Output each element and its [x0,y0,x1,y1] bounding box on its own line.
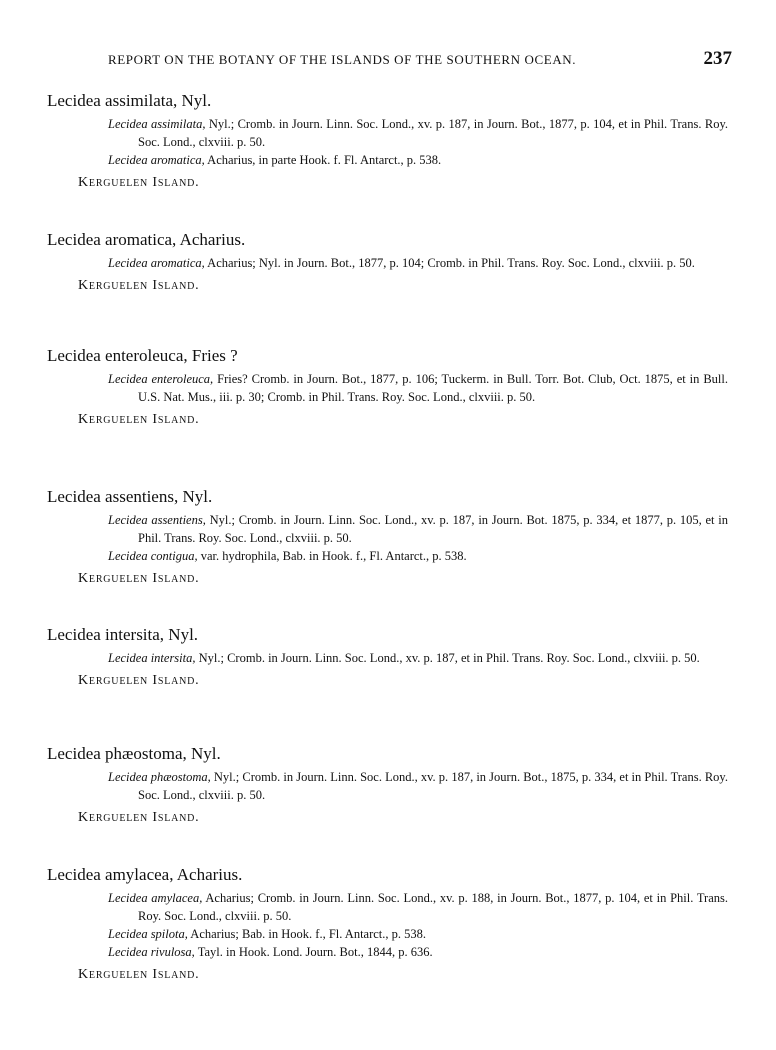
citation [108,511,728,547]
citation-list [108,254,728,272]
species-name: Lecidea amylacea, Acharius. [47,865,243,884]
citation [108,768,728,804]
species-name: Lecidea aromatica, Acharius. [47,230,246,249]
citation-text: Acharius; Cromb. in Journ. Linn. Soc. Lond., xv. p. 188, in Journ. Bot., 1877, p. 104, et in Phil. Trans. Roy. Soc. Lond., clxviii. p. 50. [138,891,728,923]
citation [108,151,728,169]
species-name: Lecidea enteroleuca, Fries ? [47,346,238,365]
species-entry [0,229,776,294]
running-head [108,48,732,70]
running-title: REPORT ON THE BOTANY OF THE ISLANDS OF THE SOUTHERN OCEAN. [108,52,577,67]
locality: Kerguelen Island. [78,673,200,688]
citation-synonym: Lecidea amylacea, [108,891,203,905]
citation [108,889,728,925]
citation-list [108,511,728,565]
locality: Kerguelen Island. [78,810,200,825]
citation [108,370,728,406]
locality: Kerguelen Island. [78,967,200,982]
citation-synonym: Lecidea enteroleuca, [108,372,214,386]
citation [108,254,728,272]
citation-text: Acharius; Nyl. in Journ. Bot., 1877, p. 104; Cromb. in Phil. Trans. Roy. Soc. Lond., clxviii. p. 50. [204,256,695,270]
citation-synonym: Lecidea aromatica, [108,256,205,270]
species-entry [0,345,776,428]
citation-synonym: Lecidea contigua, [108,549,198,563]
citation-list [108,370,728,406]
locality: Kerguelen Island. [78,175,200,190]
species-name: Lecidea intersita, Nyl. [47,625,199,644]
species-entry [0,864,776,983]
citation-synonym: Lecidea assimilata, [108,117,206,131]
citation-text: Nyl.; Cromb. in Journ. Linn. Soc. Lond., xv. p. 187, in Journ. Bot., 1877, p. 104, et in Phil. Trans. Roy. Soc. Lond., clxviii. p. 50. [138,117,729,149]
citation-list [108,889,728,961]
species-entry [0,486,776,587]
citation [108,649,728,667]
citation-list [108,115,728,169]
locality: Kerguelen Island. [78,571,200,586]
species-entry [0,743,776,826]
citation [108,115,728,151]
citation-synonym: Lecidea spilota, [108,927,188,941]
citation-list [108,768,728,804]
species-entry [0,90,776,191]
citation-text: Nyl.; Cromb. in Journ. Linn. Soc. Lond., xv. p. 187, et in Phil. Trans. Roy. Soc. Lond., clxviii. p. 50. [195,651,700,665]
citation-text: Nyl.; Cromb. in Journ. Linn. Soc. Lond., xv. p. 187, in Journ. Bot., 1875, p. 334, et in Phil. Trans. Roy. Soc. Lond., clxviii. p. 50. [138,770,728,802]
citation-text: var. hydrophila, Bab. in Hook. f., Fl. Antarct., p. 538. [197,549,467,563]
citation-text: Nyl.; Cromb. in Journ. Linn. Soc. Lond., xv. p. 187, in Journ. Bot. 1875, p. 334, et 1877, p. 105, et in Phil. Trans. Roy. Soc. Lond., clxviii. p. 50. [138,513,728,545]
citation-list [108,649,728,667]
citation-text: Acharius, in parte Hook. f. Fl. Antarct., p. 538. [204,153,442,167]
citation-text: Tayl. in Hook. Lond. Journ. Bot., 1844, p. 636. [194,945,433,959]
citation [108,943,728,961]
citation-text: Fries? Cromb. in Journ. Bot., 1877, p. 106; Tuckerm. in Bull. Torr. Bot. Club, Oct. 1875, et in Bull. U.S. Nat. Mus., iii. p. 30; Cromb. in Phil. Trans. Roy. Soc. Lond., clxviii. p. 50. [138,372,728,404]
locality: Kerguelen Island. [78,278,200,293]
citation [108,925,728,943]
citation-text: Acharius; Bab. in Hook. f., Fl. Antarct., p. 538. [187,927,427,941]
species-name: Lecidea assimilata, Nyl. [47,91,212,110]
species-entry [0,624,776,689]
page-number: 237 [703,48,732,69]
citation-synonym: Lecidea rivulosa, [108,945,195,959]
citation-synonym: Lecidea assentiens, [108,513,206,527]
citation-synonym: Lecidea phæostoma, [108,770,211,784]
species-name: Lecidea assentiens, Nyl. [47,487,213,506]
citation-synonym: Lecidea aromatica, [108,153,205,167]
citation-synonym: Lecidea intersita, [108,651,196,665]
locality: Kerguelen Island. [78,412,200,427]
species-name: Lecidea phæostoma, Nyl. [47,744,221,763]
citation [108,547,728,565]
